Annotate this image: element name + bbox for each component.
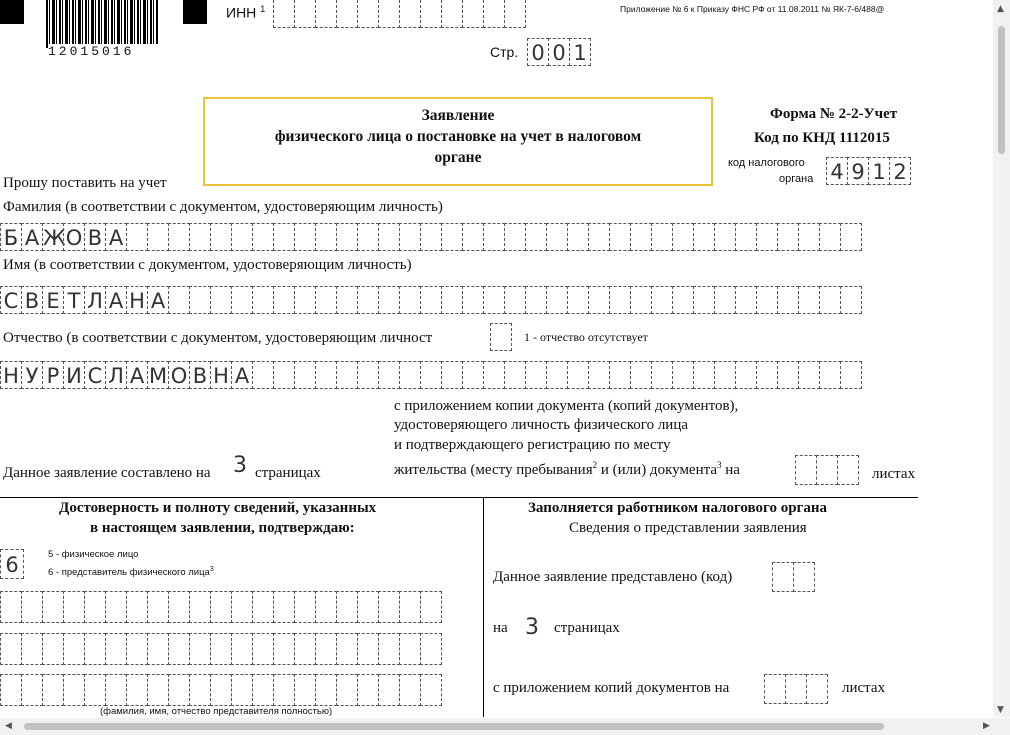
letter-cell[interactable] bbox=[819, 361, 841, 389]
option-6: 6 - представитель физического лица$^3$ bbox=[48, 566, 214, 579]
letter-cell[interactable]: М bbox=[147, 361, 169, 389]
inn-cells[interactable] bbox=[273, 0, 525, 28]
letter-cell[interactable] bbox=[21, 591, 43, 623]
letter-cell[interactable] bbox=[357, 633, 379, 665]
letter-cell[interactable] bbox=[336, 633, 358, 665]
letter-cell[interactable] bbox=[798, 361, 820, 389]
letter-cell[interactable] bbox=[567, 223, 589, 251]
letter-cell[interactable]: И bbox=[63, 361, 85, 389]
letter-cell[interactable]: Н bbox=[126, 286, 148, 314]
representative-name-row[interactable] bbox=[0, 674, 441, 706]
letter-cell[interactable] bbox=[777, 223, 799, 251]
letter-cell[interactable] bbox=[42, 674, 64, 706]
letter-cell[interactable] bbox=[126, 633, 148, 665]
letter-cell[interactable] bbox=[336, 674, 358, 706]
letter-cell[interactable] bbox=[441, 223, 463, 251]
letter-cell[interactable] bbox=[609, 286, 631, 314]
patronymic-absent-label: 1 - отчество отсутствует bbox=[524, 330, 648, 344]
letter-cell[interactable] bbox=[357, 223, 379, 251]
letter-cell[interactable] bbox=[777, 361, 799, 389]
letter-cell[interactable] bbox=[756, 223, 778, 251]
letter-cell[interactable] bbox=[231, 591, 253, 623]
letter-cell[interactable] bbox=[693, 223, 715, 251]
letter-cell[interactable] bbox=[357, 674, 379, 706]
letter-cell[interactable] bbox=[840, 223, 862, 251]
letter-cell[interactable] bbox=[378, 591, 400, 623]
letter-cell[interactable] bbox=[567, 286, 589, 314]
letter-cell[interactable] bbox=[399, 286, 421, 314]
letter-cell[interactable] bbox=[735, 223, 757, 251]
letter-cell[interactable] bbox=[504, 223, 526, 251]
letter-cell[interactable] bbox=[672, 286, 694, 314]
letter-cell[interactable] bbox=[126, 223, 148, 251]
pages-word: страницах bbox=[255, 465, 321, 481]
letter-cell[interactable] bbox=[210, 223, 232, 251]
letter-cell[interactable] bbox=[798, 286, 820, 314]
confirm-heading-2: в настоящем заявлении, подтверждаю: bbox=[90, 520, 355, 536]
letter-cell[interactable] bbox=[399, 674, 421, 706]
column-divider bbox=[483, 497, 484, 717]
letter-cell[interactable] bbox=[714, 286, 736, 314]
letter-cell[interactable] bbox=[315, 286, 337, 314]
letter-cell[interactable] bbox=[126, 591, 148, 623]
letter-cell[interactable] bbox=[420, 633, 442, 665]
letter-cell[interactable]: Р bbox=[42, 361, 64, 389]
letter-cell[interactable]: О bbox=[168, 361, 190, 389]
letter-cell[interactable] bbox=[399, 591, 421, 623]
tax-authority-code[interactable]: 4 9 1 2 bbox=[826, 157, 910, 185]
letter-cell[interactable] bbox=[462, 361, 484, 389]
letter-cell[interactable] bbox=[819, 286, 841, 314]
letter-cell[interactable] bbox=[798, 223, 820, 251]
confirm-code-cell[interactable]: 6 bbox=[0, 549, 23, 579]
patronymic-absent-checkbox[interactable] bbox=[490, 323, 511, 351]
officer-sheets-word: листах bbox=[842, 680, 886, 696]
letter-cell[interactable] bbox=[168, 223, 190, 251]
letter-cell[interactable] bbox=[483, 286, 505, 314]
letter-cell[interactable] bbox=[525, 223, 547, 251]
letter-cell[interactable] bbox=[651, 223, 673, 251]
letter-cell[interactable] bbox=[42, 591, 64, 623]
letter-cell[interactable] bbox=[105, 633, 127, 665]
letter-cell[interactable]: О bbox=[63, 223, 85, 251]
letter-cell[interactable] bbox=[168, 674, 190, 706]
patronymic-cells[interactable] bbox=[0, 361, 861, 389]
vertical-scroll-thumb[interactable] bbox=[998, 26, 1005, 154]
form-number: Форма № 2-2-Учет bbox=[770, 106, 898, 122]
letter-cell[interactable] bbox=[231, 674, 253, 706]
letter-cell[interactable] bbox=[147, 674, 169, 706]
tax-code-label-1: код налогового bbox=[728, 157, 805, 169]
letter-cell[interactable]: А bbox=[105, 286, 127, 314]
letter-cell[interactable] bbox=[84, 674, 106, 706]
letter-cell[interactable] bbox=[714, 223, 736, 251]
letter-cell[interactable] bbox=[84, 591, 106, 623]
letter-cell[interactable] bbox=[525, 361, 547, 389]
letter-cell[interactable] bbox=[777, 286, 799, 314]
letter-cell[interactable] bbox=[399, 633, 421, 665]
letter-cell[interactable] bbox=[252, 591, 274, 623]
letter-cell[interactable]: Е bbox=[42, 286, 64, 314]
officer-attach-label: с приложением копий документов на bbox=[493, 680, 730, 696]
letter-cell[interactable] bbox=[378, 674, 400, 706]
letter-cell[interactable] bbox=[672, 223, 694, 251]
letter-cell[interactable]: В bbox=[189, 361, 211, 389]
letter-cell[interactable]: Т bbox=[63, 286, 85, 314]
letter-cell[interactable] bbox=[294, 286, 316, 314]
request-text: Прошу поставить на учет bbox=[3, 175, 167, 191]
barcode bbox=[46, 0, 158, 48]
officer-on-label: на bbox=[493, 620, 508, 636]
letter-cell[interactable] bbox=[672, 361, 694, 389]
letter-cell[interactable] bbox=[0, 674, 22, 706]
letter-cell[interactable]: Ж bbox=[42, 223, 64, 251]
letter-cell[interactable]: Л bbox=[105, 361, 127, 389]
letter-cell[interactable] bbox=[168, 591, 190, 623]
letter-cell[interactable]: А bbox=[105, 223, 127, 251]
letter-cell[interactable] bbox=[756, 286, 778, 314]
letter-cell[interactable] bbox=[504, 361, 526, 389]
letter-cell[interactable] bbox=[840, 361, 862, 389]
form-title: Заявление физического лица о постановке на учет в налоговом органе bbox=[203, 97, 713, 186]
letter-cell[interactable] bbox=[126, 674, 148, 706]
letter-cell[interactable] bbox=[588, 361, 610, 389]
letter-cell[interactable] bbox=[273, 223, 295, 251]
letter-cell[interactable] bbox=[504, 286, 526, 314]
letter-cell[interactable]: А bbox=[21, 223, 43, 251]
scroll-down-icon[interactable]: ▼ bbox=[997, 705, 1004, 715]
letter-cell[interactable]: С bbox=[0, 286, 22, 314]
letter-cell[interactable] bbox=[378, 286, 400, 314]
officer-pages-word: страницах bbox=[554, 620, 620, 636]
attach-line-3: и подтверждающего регистрацию по месту bbox=[394, 437, 671, 453]
option-5: 5 - физическое лицо bbox=[48, 549, 139, 560]
confirm-heading-1: Достоверность и полноту сведений, указанных bbox=[59, 500, 377, 516]
composed-label: Данное заявление составлено на bbox=[3, 465, 211, 481]
letter-cell[interactable] bbox=[21, 674, 43, 706]
letter-cell[interactable] bbox=[546, 286, 568, 314]
letter-cell[interactable] bbox=[315, 223, 337, 251]
officer-page-count: 3 bbox=[525, 615, 539, 640]
letter-cell[interactable] bbox=[315, 361, 337, 389]
attach-sheets-cells[interactable] bbox=[795, 455, 858, 485]
letter-cell[interactable]: Б bbox=[0, 223, 22, 251]
letter-cell[interactable] bbox=[294, 361, 316, 389]
page-number-cells: 0 0 1 bbox=[527, 38, 590, 66]
letter-cell[interactable]: А bbox=[231, 361, 253, 389]
letter-cell[interactable] bbox=[231, 633, 253, 665]
letter-cell[interactable] bbox=[21, 633, 43, 665]
letter-cell[interactable] bbox=[630, 223, 652, 251]
officer-attach-cells[interactable] bbox=[764, 674, 827, 704]
letter-cell[interactable] bbox=[588, 223, 610, 251]
letter-cell[interactable] bbox=[315, 633, 337, 665]
letter-cell[interactable] bbox=[210, 633, 232, 665]
letter-cell[interactable]: У bbox=[21, 361, 43, 389]
letter-cell[interactable] bbox=[735, 286, 757, 314]
corner-mark-right bbox=[183, 0, 207, 24]
name-label: Имя (в соответствии с документом, удостоверяющим личность) bbox=[3, 257, 412, 273]
name-cells[interactable] bbox=[0, 286, 861, 314]
letter-cell[interactable] bbox=[357, 591, 379, 623]
letter-cell[interactable] bbox=[420, 674, 442, 706]
letter-cell[interactable] bbox=[294, 591, 316, 623]
letter-cell[interactable] bbox=[168, 286, 190, 314]
letter-cell[interactable] bbox=[315, 674, 337, 706]
letter-cell[interactable] bbox=[336, 223, 358, 251]
representative-name-row[interactable] bbox=[0, 591, 441, 623]
representative-name-row[interactable] bbox=[0, 633, 441, 665]
letter-cell[interactable] bbox=[63, 591, 85, 623]
letter-cell[interactable] bbox=[630, 361, 652, 389]
letter-cell[interactable] bbox=[294, 633, 316, 665]
letter-cell[interactable] bbox=[399, 361, 421, 389]
letter-cell[interactable] bbox=[147, 633, 169, 665]
letter-cell[interactable]: Л bbox=[84, 286, 106, 314]
letter-cell[interactable] bbox=[210, 286, 232, 314]
letter-cell[interactable] bbox=[84, 633, 106, 665]
attach-line-2: удостоверяющего личность физического лица bbox=[394, 417, 689, 433]
letter-cell[interactable] bbox=[651, 361, 673, 389]
letter-cell[interactable] bbox=[336, 361, 358, 389]
letter-cell[interactable] bbox=[420, 591, 442, 623]
letter-cell[interactable] bbox=[567, 361, 589, 389]
letter-cell[interactable] bbox=[609, 361, 631, 389]
letter-cell[interactable] bbox=[210, 674, 232, 706]
letter-cell[interactable] bbox=[357, 361, 379, 389]
vertical-scrollbar[interactable] bbox=[993, 0, 1010, 717]
letter-cell[interactable] bbox=[189, 286, 211, 314]
letter-cell[interactable] bbox=[336, 286, 358, 314]
letter-cell[interactable] bbox=[483, 223, 505, 251]
officer-heading: Заполняется работником налогового органа bbox=[528, 500, 828, 516]
attach-sheets-word: листах bbox=[872, 466, 916, 482]
letter-cell[interactable] bbox=[315, 591, 337, 623]
letter-cell[interactable] bbox=[693, 286, 715, 314]
letter-cell[interactable] bbox=[63, 674, 85, 706]
letter-cell[interactable] bbox=[168, 633, 190, 665]
letter-cell[interactable] bbox=[735, 361, 757, 389]
letter-cell[interactable]: С bbox=[84, 361, 106, 389]
letter-cell[interactable]: Н bbox=[0, 361, 22, 389]
presented-code-cells[interactable] bbox=[772, 562, 814, 592]
letter-cell[interactable] bbox=[252, 361, 274, 389]
letter-cell[interactable] bbox=[840, 286, 862, 314]
horizontal-scroll-thumb[interactable] bbox=[24, 723, 884, 730]
letter-cell[interactable] bbox=[273, 674, 295, 706]
letter-cell[interactable] bbox=[189, 591, 211, 623]
letter-cell[interactable] bbox=[483, 361, 505, 389]
letter-cell[interactable] bbox=[462, 223, 484, 251]
corner-mark-left bbox=[0, 0, 24, 24]
tax-code-label-2: органа bbox=[779, 173, 814, 185]
letter-cell[interactable] bbox=[378, 361, 400, 389]
letter-cell[interactable] bbox=[399, 223, 421, 251]
letter-cell[interactable] bbox=[273, 633, 295, 665]
officer-subheading: Сведения о представлении заявления bbox=[569, 520, 807, 536]
presented-code-label: Данное заявление представлено (код) bbox=[493, 569, 733, 585]
letter-cell[interactable] bbox=[693, 361, 715, 389]
letter-cell[interactable] bbox=[0, 591, 22, 623]
letter-cell[interactable] bbox=[336, 591, 358, 623]
letter-cell[interactable] bbox=[294, 674, 316, 706]
letter-cell[interactable] bbox=[231, 286, 253, 314]
inn-label: ИНН $^1$ bbox=[226, 4, 266, 21]
letter-cell[interactable] bbox=[147, 591, 169, 623]
letter-cell[interactable]: В bbox=[84, 223, 106, 251]
letter-cell[interactable]: В bbox=[21, 286, 43, 314]
surname-label: Фамилия (в соответствии с документом, удостоверяющим личность) bbox=[3, 199, 443, 215]
letter-cell[interactable]: А bbox=[147, 286, 169, 314]
attach-line-4: жительства (месту пребывания$^2$ и (или) документа$^3$ на bbox=[394, 460, 740, 478]
section-divider bbox=[0, 497, 918, 498]
letter-cell[interactable] bbox=[714, 361, 736, 389]
letter-cell[interactable] bbox=[651, 286, 673, 314]
letter-cell[interactable] bbox=[189, 633, 211, 665]
page-label: Стр. bbox=[490, 44, 519, 60]
patronymic-label: Отчество (в соответствии с документом, удостоверяющим личност bbox=[3, 330, 433, 346]
letter-cell[interactable] bbox=[378, 633, 400, 665]
letter-cell[interactable] bbox=[105, 674, 127, 706]
letter-cell[interactable] bbox=[588, 286, 610, 314]
attach-line-1: с приложением копии документа (копий документов), bbox=[394, 398, 739, 414]
letter-cell[interactable] bbox=[462, 286, 484, 314]
letter-cell[interactable] bbox=[756, 361, 778, 389]
surname-cells[interactable] bbox=[0, 223, 861, 251]
letter-cell[interactable] bbox=[441, 286, 463, 314]
scroll-right-icon[interactable]: ▶ bbox=[983, 721, 990, 731]
scroll-up-icon[interactable]: ▲ bbox=[997, 4, 1004, 14]
letter-cell[interactable] bbox=[147, 223, 169, 251]
letter-cell[interactable] bbox=[63, 633, 85, 665]
letter-cell[interactable] bbox=[420, 361, 442, 389]
letter-cell[interactable] bbox=[252, 286, 274, 314]
letter-cell[interactable] bbox=[252, 674, 274, 706]
letter-cell[interactable] bbox=[420, 223, 442, 251]
letter-cell[interactable] bbox=[231, 223, 253, 251]
letter-cell[interactable] bbox=[420, 286, 442, 314]
letter-cell[interactable] bbox=[273, 591, 295, 623]
letter-cell[interactable] bbox=[357, 286, 379, 314]
letter-cell[interactable] bbox=[819, 223, 841, 251]
letter-cell[interactable] bbox=[0, 633, 22, 665]
letter-cell[interactable] bbox=[189, 223, 211, 251]
knd-code: Код по КНД 1112015 bbox=[754, 130, 890, 146]
letter-cell[interactable]: Н bbox=[210, 361, 232, 389]
letter-cell[interactable] bbox=[546, 223, 568, 251]
horizontal-scrollbar[interactable] bbox=[0, 718, 1010, 735]
letter-cell[interactable] bbox=[546, 361, 568, 389]
barcode-number: 12015016 bbox=[48, 44, 158, 59]
letter-cell[interactable] bbox=[210, 591, 232, 623]
appendix-note: Приложение № 6 к Приказу ФНС РФ от 11.08.2011 № ЯК-7-6/488@ bbox=[620, 4, 885, 14]
scroll-left-icon[interactable]: ◀ bbox=[5, 721, 12, 731]
letter-cell[interactable]: А bbox=[126, 361, 148, 389]
letter-cell[interactable] bbox=[441, 361, 463, 389]
letter-cell[interactable] bbox=[273, 361, 295, 389]
letter-cell[interactable] bbox=[252, 223, 274, 251]
letter-cell[interactable] bbox=[525, 286, 547, 314]
letter-cell[interactable] bbox=[189, 674, 211, 706]
letter-cell[interactable] bbox=[105, 591, 127, 623]
letter-cell[interactable] bbox=[609, 223, 631, 251]
letter-cell[interactable] bbox=[273, 286, 295, 314]
letter-cell[interactable] bbox=[630, 286, 652, 314]
page-count: 3 bbox=[233, 453, 247, 478]
letter-cell[interactable] bbox=[378, 223, 400, 251]
letter-cell[interactable] bbox=[252, 633, 274, 665]
letter-cell[interactable] bbox=[294, 223, 316, 251]
representative-footnote: (фамилия, имя, отчество представителя полностью) bbox=[100, 706, 333, 717]
letter-cell[interactable] bbox=[42, 633, 64, 665]
